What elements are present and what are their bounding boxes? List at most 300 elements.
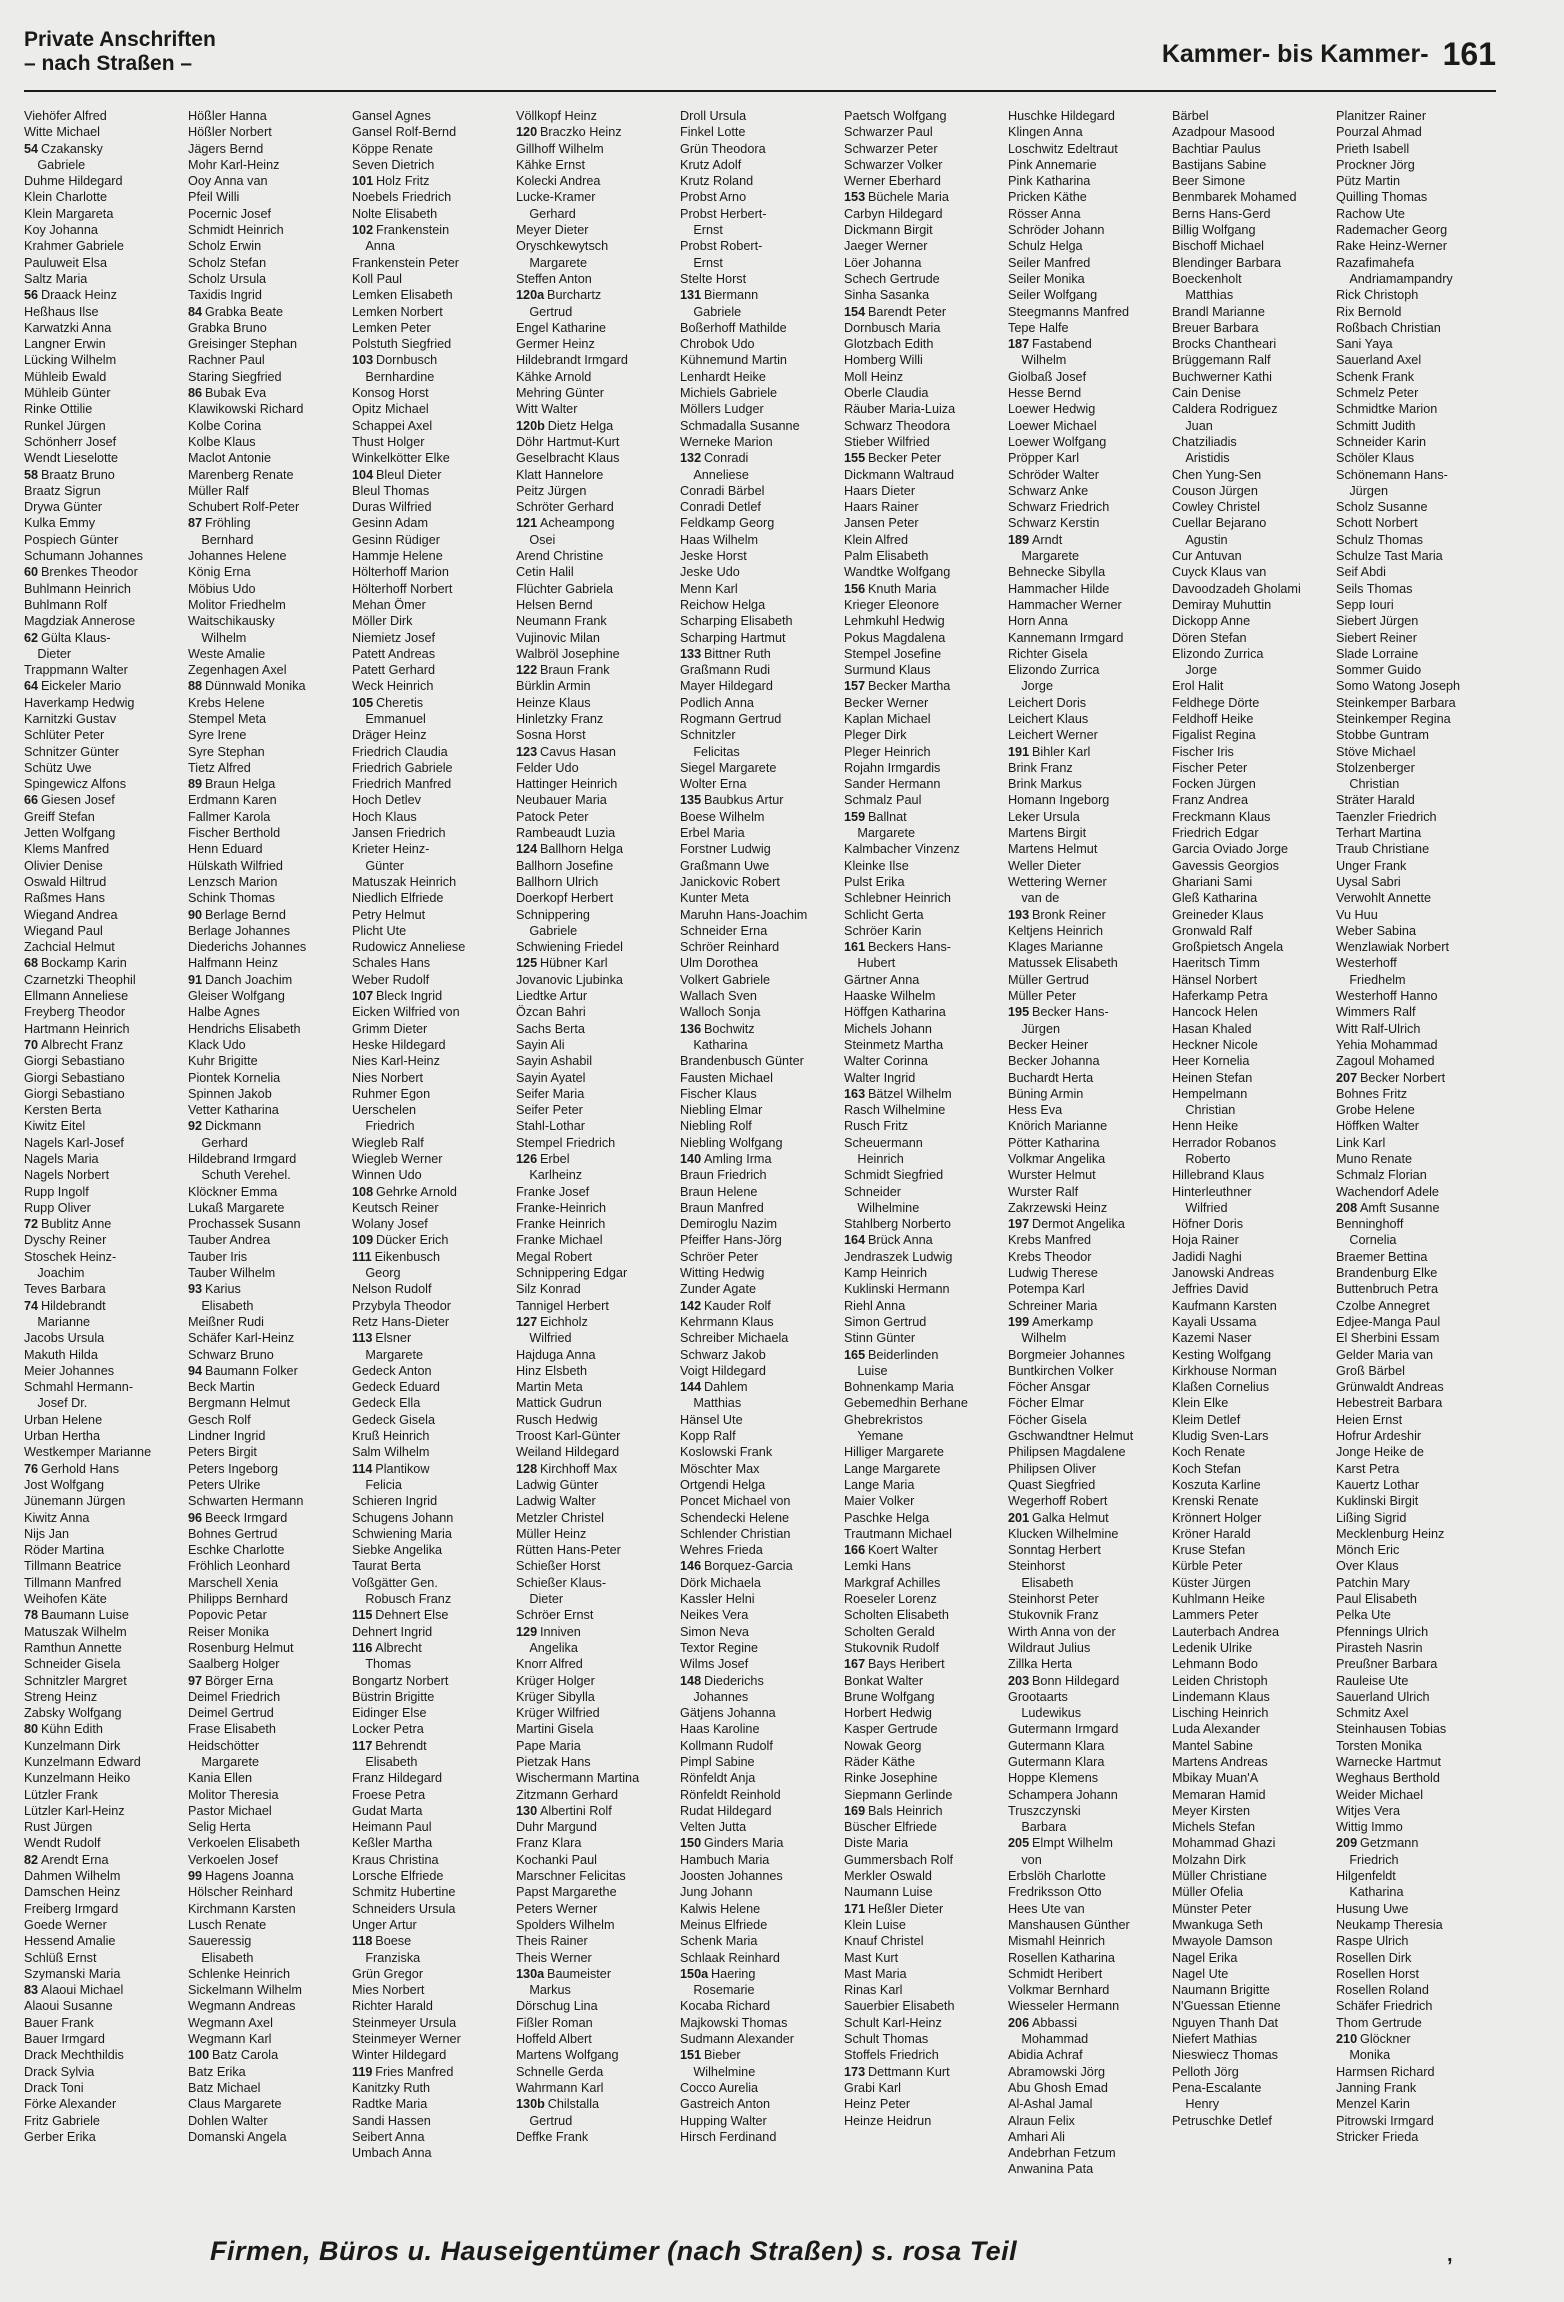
listing-entry: Karst Petra <box>1336 1460 1400 1476</box>
listing-entry <box>1008 907 1168 923</box>
listing-entry: Stieber Wilfried <box>844 433 930 449</box>
listing-entry: Nies Norbert <box>352 1069 424 1085</box>
listing-entry: Wiegleb Werner <box>352 1151 443 1166</box>
listing-entry: Thom Gertrude <box>1336 2014 1422 2030</box>
listing-entry: Goede Werner <box>24 1916 107 1932</box>
listing-entry: Schnelle Gerda <box>516 2063 604 2079</box>
listing-entry: Muno Renate <box>1336 1151 1413 1166</box>
listing-entry: Westkemper Marianne <box>24 1444 152 1460</box>
listing-entry: Preußner Barbara <box>1336 1656 1438 1672</box>
listing-column <box>516 108 684 2206</box>
listing-column <box>188 108 356 2206</box>
resident-name: Beeck Irmgard <box>204 1509 288 1525</box>
listing-entry <box>1336 1835 1496 1851</box>
resident-name: Beiderlinden <box>867 1346 939 1362</box>
listing-entry: Walbröl Josephine <box>516 645 620 661</box>
listing-entry: Franke Heinrich <box>516 1216 606 1232</box>
listing-entry: Taxidis Ingrid <box>188 287 262 303</box>
house-number: 76 <box>24 1460 39 1476</box>
listing-entry: König Erna <box>188 564 251 580</box>
listing-entry: Hildebrand Irmgard <box>188 1151 297 1166</box>
listing-entry: Wilhelm <box>1021 1330 1067 1346</box>
listing-entry: Rosellen Horst <box>1336 1965 1420 1981</box>
listing-entry: Lützler Karl-Heinz <box>24 1802 125 1818</box>
listing-entry: Gesch Rolf <box>188 1411 251 1427</box>
house-number: 169 <box>844 1802 866 1818</box>
resident-name: Galka Helmut <box>1031 1509 1109 1525</box>
listing-entry: Mohr Karl-Heinz <box>188 156 280 172</box>
resident-name: Burchartz <box>547 287 602 303</box>
listing-entry: Tillmann Beatrice <box>24 1558 122 1574</box>
listing-entry: Johannes <box>693 1688 749 1704</box>
resident-name: Alaoui Michael <box>40 1982 124 1998</box>
listing-entry: Schwiening Maria <box>352 1525 452 1541</box>
listing-entry: Czolbe Annegret <box>1336 1297 1430 1313</box>
listing-entry: Marenberg Renate <box>188 466 294 482</box>
listing-entry: Gleß Katharina <box>1172 890 1258 906</box>
listing-entry: Rinke Ottilie <box>24 401 93 417</box>
listing-entry: Kopp Ralf <box>680 1428 736 1444</box>
listing-entry: Scholten Gerald <box>844 1623 935 1639</box>
listing-entry: Staring Siegfried <box>188 368 282 384</box>
listing-entry: Germer Heinz <box>516 336 595 352</box>
listing-entry: Demiray Muhuttin <box>1172 596 1272 612</box>
footer-mark: , <box>1447 2244 1453 2266</box>
listing-entry: Syre Irene <box>188 727 247 743</box>
listing-entry: Weber Rudolf <box>352 971 430 987</box>
listing-entry: Mbikay Muan'A <box>1172 1770 1259 1786</box>
listing-entry: Schröer Ernst <box>516 1607 594 1623</box>
listing-entry: Kaufmann Karsten <box>1172 1297 1277 1313</box>
listing-entry: Majkowski Thomas <box>680 2014 788 2030</box>
resident-name: Draack Heinz <box>40 287 117 303</box>
listing-entry: Wegmann Karl <box>188 2031 272 2047</box>
listing-entry: Schlicht Gerta <box>844 906 924 922</box>
listing-entry <box>1008 744 1168 760</box>
listing-entry: Schröder Walter <box>1008 466 1099 482</box>
house-number: 93 <box>188 1281 203 1297</box>
listing-entry: Pötter Katharina <box>1008 1134 1100 1150</box>
listing-entry: Becker Heiner <box>1008 1036 1089 1052</box>
house-number: 121 <box>516 515 538 531</box>
listing-entry: Pape Maria <box>516 1737 581 1753</box>
listing-entry <box>516 955 676 971</box>
listing-entry <box>188 678 348 694</box>
listing-entry: Schröer Reinhard <box>680 939 780 955</box>
listing-entry: Herrador Robanos <box>1172 1134 1277 1150</box>
listing-entry: Höfner Doris <box>1172 1216 1244 1232</box>
house-number: 99 <box>188 1868 203 1884</box>
listing-entry: Ghebrekristos <box>844 1411 923 1427</box>
listing-entry: Scholten Elisabeth <box>844 1607 949 1623</box>
listing-entry: Hancock Helen <box>1172 1004 1258 1020</box>
listing-entry: Streng Heinz <box>24 1688 98 1704</box>
house-number: 136 <box>680 1020 702 1036</box>
listing-entry: Franz Klara <box>516 1835 582 1851</box>
house-number: 173 <box>844 2063 866 2079</box>
listing-entry: Schwarz Bruno <box>188 1346 274 1362</box>
listing-entry: Stricker Frieda <box>1336 2128 1419 2144</box>
listing-entry: Ballhorn Josefine <box>516 857 614 873</box>
listing-entry: Seven Dietrich <box>352 156 435 172</box>
resident-name: Baubkus Artur <box>703 792 784 808</box>
house-number: 203 <box>1008 1672 1030 1688</box>
listing-entry: Jansen Peter <box>844 515 919 531</box>
listing-entry: Stoschek Heinz- <box>24 1248 117 1264</box>
house-number: 201 <box>1008 1509 1030 1525</box>
listing-entry: Jansen Friedrich <box>352 825 446 841</box>
listing-entry: Terhart Martina <box>1336 825 1422 841</box>
listing-entry: Schwarz Theodora <box>844 417 951 433</box>
house-number: 90 <box>188 906 203 922</box>
house-number: 100 <box>188 2047 210 2063</box>
house-number: 78 <box>24 1607 39 1623</box>
listing-entry: Föcher Gisela <box>1008 1411 1087 1427</box>
listing-entry: Steinhausen Tobias <box>1336 1721 1447 1737</box>
header-rule <box>24 90 1496 92</box>
listing-entry: Pirasteh Nasrin <box>1336 1639 1423 1655</box>
listing-entry: Rosellen Katharina <box>1008 1949 1115 1965</box>
house-number: 72 <box>24 1216 39 1232</box>
listing-entry: Nieswiecz Thomas <box>1172 2047 1278 2063</box>
listing-entry: Mies Norbert <box>352 1982 425 1998</box>
listing-entry: Cowley Christel <box>1172 499 1260 515</box>
listing-entry: Krebs Theodor <box>1008 1248 1092 1264</box>
listing-entry <box>352 1461 512 1477</box>
listing-entry: Dickmann Birgit <box>844 222 933 238</box>
listing-entry: Stinn Günter <box>844 1330 916 1346</box>
listing-entry: Hölterhoff Norbert <box>352 580 453 596</box>
listing-entry: Jadidi Naghi <box>1172 1248 1242 1264</box>
listing-entry: Patett Andreas <box>352 645 436 661</box>
listing-entry: Krieter Heinz- <box>352 841 430 857</box>
listing-entry: Ernst <box>693 222 723 238</box>
listing-entry: Batz Michael <box>188 2079 261 2095</box>
house-number: 116 <box>352 1639 373 1655</box>
listing-entry: Edjee-Manga Paul <box>1336 1313 1441 1329</box>
listing-entry: Kolbe Corina <box>188 417 262 433</box>
listing-entry: Mast Kurt <box>844 1949 899 1965</box>
listing-entry: Friedrich Gabriele <box>352 759 453 775</box>
listing-entry <box>1008 1216 1168 1232</box>
listing-entry: Berlage Johannes <box>188 922 291 938</box>
listing-entry: Dören Stefan <box>1172 629 1247 645</box>
listing-entry: Eidinger Else <box>352 1705 427 1721</box>
listing-entry: Keutsch Reiner <box>352 1199 439 1215</box>
listing-entry: Leichert Doris <box>1008 694 1087 710</box>
listing-entry: Schreiber Michaela <box>680 1330 789 1346</box>
listing-entry: Wildraut Julius <box>1008 1639 1091 1655</box>
listing-entry: Scholz Stefan <box>188 254 267 270</box>
listing-entry: Tauber Andrea <box>188 1232 271 1248</box>
listing-entry: Maclot Antonie <box>188 450 272 466</box>
listing-entry: Borgmeier Johannes <box>1008 1346 1125 1362</box>
house-number: 129 <box>516 1623 538 1639</box>
listing-entry <box>352 467 512 483</box>
listing-entry: Knörich Marianne <box>1008 1118 1108 1134</box>
house-number: 207 <box>1336 1069 1358 1085</box>
listing-entry <box>24 1216 184 1232</box>
listing-entry: Schenk Frank <box>1336 368 1415 384</box>
listing-entry <box>188 1118 348 1134</box>
listing-entry: Somo Watong Joseph <box>1336 678 1461 694</box>
listing-entry: Schmitt Judith <box>1336 417 1416 433</box>
listing-entry: Haars Dieter <box>844 482 916 498</box>
listing-entry: Lemken Norbert <box>352 303 443 319</box>
listing-entry: Wiegand Andrea <box>24 906 118 922</box>
listing-entry: Slade Lorraine <box>1336 645 1419 661</box>
listing-entry: Schult Karl-Heinz <box>844 2014 942 2030</box>
resident-name: Haering <box>711 1965 756 1981</box>
listing-entry <box>188 1510 348 1526</box>
listing-entry: Grabka Bruno <box>188 319 267 335</box>
listing-entry: Georg <box>365 1265 401 1281</box>
listing-entry: Schwarz Friedrich <box>1008 499 1110 515</box>
listing-entry: Drack Toni <box>24 2079 84 2095</box>
listing-entry: Bohnenkamp Maria <box>844 1379 954 1395</box>
listing-entry: Lindemann Klaus <box>1172 1688 1270 1704</box>
listing-entry: Haas Karoline <box>680 1721 760 1737</box>
listing-entry: Wirth Anna von der <box>1008 1623 1116 1639</box>
listing-entry: Radtke Maria <box>352 2096 428 2112</box>
listing-entry: Bürklin Armin <box>516 678 591 694</box>
listing-entry: Ortgendi Helga <box>680 1476 766 1492</box>
listing-entry: Carbyn Hildegard <box>844 205 943 221</box>
listing-entry: Mattick Gudrun <box>516 1395 602 1411</box>
listing-entry: Steinhorst <box>1008 1558 1066 1574</box>
listing-entry: Poncet Michael von <box>680 1493 791 1509</box>
listing-entry: Siebke Angelika <box>352 1542 443 1558</box>
listing-entry: Elisabeth <box>1021 1574 1074 1590</box>
listing-entry: Volkmar Angelika <box>1008 1151 1106 1166</box>
listing-entry <box>1336 1200 1496 1216</box>
listing-entry <box>352 695 512 711</box>
listing-entry: Kröner Harald <box>1172 1525 1251 1541</box>
listing-entry: Krenski Renate <box>1172 1493 1259 1509</box>
listing-entry: Paetsch Wolfgang <box>844 108 947 123</box>
listing-entry: Gavessis Georgios <box>1172 857 1279 873</box>
listing-entry: Winkelkötter Elke <box>352 450 450 466</box>
resident-name: Ballhorn Helga <box>539 841 624 857</box>
listing-entry <box>680 1379 840 1395</box>
listing-entry: Kania Ellen <box>188 1770 253 1786</box>
listing-entry: Zegenhagen Axel <box>188 662 287 678</box>
listing-entry: Klingen Anna <box>1008 124 1083 140</box>
listing-entry: Schwarz Jakob <box>680 1346 766 1362</box>
listing-entry: Ballhorn Ulrich <box>516 873 599 889</box>
listing-entry: Oswald Hiltrud <box>24 873 107 889</box>
house-number: 82 <box>24 1851 39 1867</box>
listing-entry: Rambeaudt Luzia <box>516 825 616 841</box>
house-number: 166 <box>844 1542 866 1558</box>
resident-name: Baumeister <box>547 1965 612 1981</box>
listing-entry: Marschner Felicitas <box>516 1868 626 1884</box>
listing-entry: Cain Denise <box>1172 385 1241 401</box>
resident-name: Koert Walter <box>867 1542 938 1558</box>
listing-entry: Stempel Meta <box>188 710 267 726</box>
listing-entry: Dieter <box>37 645 72 661</box>
listing-entry: Klein Margareta <box>24 205 114 221</box>
listing-entry: Pütz Martin <box>1336 173 1401 189</box>
listing-entry: Gerber Erika <box>24 2128 96 2144</box>
listing-entry: Lemken Peter <box>352 319 431 335</box>
listing-entry: Pfennings Ulrich <box>1336 1623 1429 1639</box>
listing-entry: Lenzsch Marion <box>188 873 278 889</box>
listing-entry: Halfmann Heinz <box>188 955 279 971</box>
resident-name: Bochwitz <box>703 1020 755 1036</box>
listing-entry: Gerhard <box>201 1134 248 1150</box>
listing-entry: Dyschy Reiner <box>24 1232 107 1248</box>
listing-entry: Plicht Ute <box>352 922 407 938</box>
listing-entry: Christian <box>1185 1102 1236 1118</box>
house-number: 66 <box>24 792 39 808</box>
resident-name: Erbel <box>539 1151 570 1166</box>
listing-entry: Spingewicz Alfons <box>24 776 127 792</box>
house-number: 131 <box>680 287 702 303</box>
listing-entry: Yehia Mohammad <box>1336 1036 1438 1052</box>
listing-entry: Möschter Max <box>680 1460 760 1476</box>
listing-entry: Hillebrand Klaus <box>1172 1167 1265 1183</box>
footer-note: Firmen, Büros u. Hauseigentümer (nach Straßen) s. rosa Teil <box>210 2236 1018 2266</box>
listing-entry: Hempelmann <box>1172 1085 1248 1101</box>
resident-name: Hübner Karl <box>539 955 608 971</box>
listing-entry: Eicken Wilfried von <box>352 1004 460 1020</box>
listing-entry: Gelder Maria van <box>1336 1346 1434 1362</box>
listing-entry: Weber Sabina <box>1336 922 1416 938</box>
listing-entry: Schenk Maria <box>680 1933 758 1949</box>
listing-entry: Cornelia <box>1349 1232 1397 1248</box>
listing-entry <box>844 1086 1004 1102</box>
listing-entry <box>680 1835 840 1851</box>
listing-entry: Wegmann Axel <box>188 2014 273 2030</box>
listing-entry: Chatziliadis <box>1172 433 1237 449</box>
listing-entry: Feldhege Dörte <box>1172 694 1260 710</box>
listing-entry <box>516 1803 676 1819</box>
listing-entry: Diederichs Johannes <box>188 939 307 955</box>
listing-entry: Lücking Wilhelm <box>24 352 117 368</box>
listing-entry: Schreiner Maria <box>1008 1297 1098 1313</box>
listing-entry <box>516 1151 676 1167</box>
house-number: 56 <box>24 287 39 303</box>
house-number: 199 <box>1008 1313 1030 1329</box>
listing-entry: Langner Erwin <box>24 336 106 352</box>
listing-entry: Rachow Ute <box>1336 205 1405 221</box>
listing-entry: Angelika <box>529 1639 578 1655</box>
listing-entry: Pfeil Willi <box>188 189 240 205</box>
listing-entry: Krüger Sibylla <box>516 1688 595 1704</box>
house-number: 187 <box>1008 336 1030 352</box>
listing-entry: Neukamp Theresia <box>1336 1916 1443 1932</box>
listing-entry: Ghariani Sami <box>1172 873 1253 889</box>
resident-name: Dietz Helga <box>547 417 614 433</box>
listing-entry: Ladwig Walter <box>516 1493 596 1509</box>
listing-entry: Torsten Monika <box>1336 1737 1422 1753</box>
listing-entry: Hilliger Margarete <box>844 1444 944 1460</box>
house-number: 109 <box>352 1232 374 1248</box>
listing-column <box>1172 108 1340 2206</box>
house-number: 120b <box>516 417 545 433</box>
listing-entry: Schäfer Friedrich <box>1336 1998 1433 2014</box>
listing-entry: Quilling Thomas <box>1336 189 1428 205</box>
house-number: 132 <box>680 450 702 466</box>
listing-entry: Steinkemper Barbara <box>1336 694 1456 710</box>
listing-entry: El Sherbini Essam <box>1336 1330 1440 1346</box>
listing-entry: Schwarzer Peter <box>844 140 938 156</box>
listing-entry <box>352 2064 512 2080</box>
listing-entry: Klatt Hannelore <box>516 466 604 482</box>
listing-entry: Tillmann Manfred <box>24 1574 122 1590</box>
listing-entry: Giorgi Sebastiano <box>24 1069 125 1085</box>
resident-name: Albrecht <box>375 1639 422 1655</box>
listing-entry: Bernhard <box>201 531 254 547</box>
listing-entry: Taenzler Friedrich <box>1336 808 1437 824</box>
house-number: 111 <box>352 1248 372 1264</box>
listing-entry <box>516 1966 676 1982</box>
listing-entry <box>352 1607 512 1623</box>
listing-entry: Karwatzki Anna <box>24 319 112 335</box>
listing-entry: Fritz Gabriele <box>24 2112 100 2128</box>
listing-entry: Link Karl <box>1336 1134 1386 1150</box>
listing-entry: Schießer Horst <box>516 1558 601 1574</box>
listing-entry <box>24 792 184 808</box>
listing-entry: Hölscher Reinhard <box>188 1884 293 1900</box>
listing-entry: Peitz Jürgen <box>516 482 587 498</box>
listing-entry: Schlebner Heinrich <box>844 890 951 906</box>
listing-entry: Kuhr Brigitte <box>188 1053 258 1069</box>
listing-entry: Nagel Erika <box>1172 1949 1238 1965</box>
listing-entry: Friedrich Claudia <box>352 743 448 759</box>
listing-entry: Wilfried <box>1185 1199 1228 1215</box>
listing-entry: Raspe Ulrich <box>1336 1933 1409 1949</box>
listing-entry: Gansel Rolf-Bernd <box>352 124 457 140</box>
listing-entry: Gesinn Rüdiger <box>352 531 440 547</box>
house-number: 119 <box>352 2063 373 2079</box>
listing-entry: Thust Holger <box>352 433 425 449</box>
listing-entry: Pulst Erika <box>844 873 905 889</box>
listing-entry: Monika <box>1349 2047 1391 2063</box>
listing-entry: Jost Wolfgang <box>24 1476 104 1492</box>
listing-entry: Meier Johannes <box>24 1362 115 1378</box>
listing-entry: Cur Antuvan <box>1172 548 1242 564</box>
listing-entry: Müller Heinz <box>516 1525 587 1541</box>
listing-entry: Duhr Margund <box>516 1819 597 1835</box>
listing-entry: Tauber Wilhelm <box>188 1265 276 1281</box>
listing-entry: Azadpour Masood <box>1172 124 1275 140</box>
listing-entry <box>188 2047 348 2063</box>
listing-entry: Sträter Harald <box>1336 792 1415 808</box>
listing-entry: Schröer Karin <box>844 922 922 938</box>
house-number: 193 <box>1008 906 1030 922</box>
listing-entry: Niefert Mathias <box>1172 2031 1258 2047</box>
listing-entry: Bauer Frank <box>24 2014 94 2030</box>
listing-entry: Alraun Felix <box>1008 2112 1075 2128</box>
house-number: 96 <box>188 1509 203 1525</box>
house-number: 155 <box>844 450 866 466</box>
listing-entry: Grimm Dieter <box>352 1020 428 1036</box>
house-number: 74 <box>24 1297 39 1313</box>
listing-entry: Schech Gertrude <box>844 270 940 286</box>
listing-entry: Blendinger Barbara <box>1172 254 1282 270</box>
listing-entry: Rupp Oliver <box>24 1199 91 1215</box>
listing-entry: Schneider Gisela <box>24 1656 121 1672</box>
listing-entry: Deffke Frank <box>516 2128 589 2144</box>
house-number: 142 <box>680 1297 702 1313</box>
listing-entry <box>516 2096 676 2112</box>
listing-entry: Duhme Hildegard <box>24 173 123 189</box>
listing-entry: Stempel Friedrich <box>516 1134 616 1150</box>
resident-name: Bonn Hildegard <box>1031 1672 1120 1688</box>
listing-entry: Förke Alexander <box>24 2096 117 2112</box>
